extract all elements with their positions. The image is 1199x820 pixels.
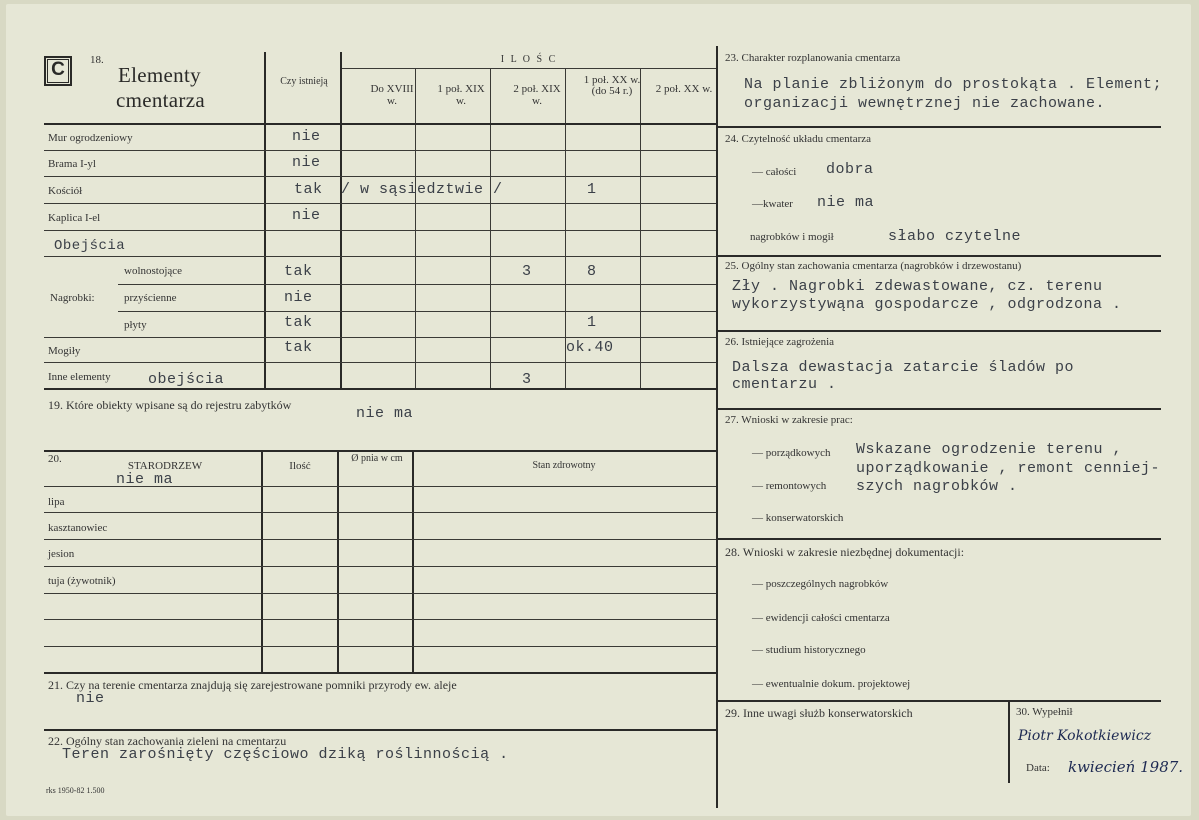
grid-line <box>44 230 716 231</box>
chapel-exists: nie <box>292 207 321 224</box>
grid-line <box>44 123 716 125</box>
q20-col-count: Ilość <box>289 460 311 472</box>
grid-line <box>44 486 716 487</box>
grid-line <box>640 69 641 388</box>
grid-line <box>44 672 716 674</box>
grid-line <box>490 69 491 388</box>
q28-item-design: — ewentualnie dokum. projektowej <box>752 678 911 690</box>
q27-line2: uporządkowanie , remont cenniej- <box>856 460 1161 477</box>
q19-answer: nie ma <box>356 405 414 422</box>
section-letter: C <box>51 59 65 80</box>
q26-line2: cmentarzu . <box>732 376 837 393</box>
grid-line <box>718 408 1161 410</box>
q20-col-health: Stan zdrowotny <box>532 460 596 471</box>
q30-date-label: Data: <box>1026 762 1050 774</box>
row-label-mounds: Mogiły <box>48 345 81 357</box>
grid-line <box>718 255 1161 257</box>
q26-label: 26. Istniejące zagrożenia <box>725 336 835 348</box>
col-exists-header: Czy istnieją <box>280 76 328 87</box>
q28-item-graves: — poszczególnych nagrobków <box>752 578 889 590</box>
other-2pol-xix: 3 <box>522 371 532 388</box>
q19-label: 19. Które obiekty wpisane są do rejestru zabytków <box>48 398 292 412</box>
grid-line <box>44 729 716 731</box>
q27-conservation-label: — konserwatorskich <box>752 512 844 524</box>
tree-row-thuja: tuja (żywotnik) <box>48 575 116 587</box>
q22-answer: Teren zarośnięty częściowo dziką roślinnością . <box>62 746 509 763</box>
period-header-2: 1 poł. XIX w. <box>437 83 485 107</box>
q30-name: Piotr Kokotkiewicz <box>1018 728 1152 744</box>
q24-graves-label: nagrobków i mogił <box>750 231 834 243</box>
period-header-4: 1 poł. XX w. (do 54 r.) <box>583 74 641 97</box>
q25-label: 25. Ogólny stan zachowania cmentarza (nagrobków i drzewostanu) <box>725 260 1022 272</box>
row-label-church: Kościół <box>48 185 83 197</box>
grid-line <box>415 69 416 388</box>
q24-whole-label: — całości <box>752 166 797 178</box>
church-count: 1 <box>587 181 597 198</box>
row-label-graves: Nagrobki: <box>50 292 95 304</box>
q24-quarters-label: —kwater <box>752 198 793 210</box>
divider-vertical-main <box>716 46 718 808</box>
q30-date: kwiecień 1987. <box>1068 758 1184 776</box>
grid-line <box>44 646 716 647</box>
q23-line1: Na planie zbliżonym do prostokąta . Element; <box>744 76 1163 93</box>
wall-mounted-exists: nie <box>284 289 313 306</box>
grid-line <box>44 512 716 513</box>
grid-line <box>44 450 716 452</box>
quantity-header: I L O Ś C <box>500 54 558 65</box>
row-label-obejscia: Obejścia <box>54 238 126 254</box>
grid-line <box>718 330 1161 332</box>
q28-label: 28. Wnioski w zakresie niezbędnej dokumentacji: <box>725 545 965 559</box>
grid-line <box>44 566 716 567</box>
row-label-wall-mounted: przyścienne <box>124 292 177 304</box>
tree-row-ash: jesion <box>48 548 75 560</box>
q25-line1: Zły . Nagrobki zdewastowane, cz. terenu <box>732 278 1103 295</box>
q22-label: 22. Ogólny stan zachowania zieleni na cmentarzu <box>48 734 287 748</box>
other-value: obejścia <box>148 371 225 388</box>
q25-line2: wykorzystywąna gospodarcze , odgrodzona . <box>732 296 1122 313</box>
row-label-wall: Mur ogrodzeniowy <box>48 132 133 144</box>
q28-item-records: — ewidencji całości cmentarza <box>752 612 890 624</box>
slabs-exists: tak <box>284 314 313 331</box>
row-label-slabs: płyty <box>124 319 147 331</box>
period-header-3: 2 poł. XIX w. <box>513 83 561 107</box>
q27-label: 27. Wnioski w zakresie prac: <box>725 414 853 426</box>
q20-col-diameter: Ø pnia w cm <box>351 453 403 464</box>
grid-line <box>44 203 716 204</box>
grid-line <box>44 337 716 338</box>
grid-line <box>718 700 1161 702</box>
wall-exists: nie <box>292 128 321 145</box>
q30-label: 30. Wypełnił <box>1016 706 1073 718</box>
grid-line <box>118 284 716 285</box>
q26-line1: Dalsza dewastacja zatarcie śladów po <box>732 359 1075 376</box>
q29-label: 29. Inne uwagi służb konserwatorskich <box>725 706 913 720</box>
grid-line <box>718 538 1161 540</box>
grid-line <box>44 256 716 257</box>
q20-title: STARODRZEW <box>127 460 203 472</box>
row-label-freestanding: wolnostojące <box>124 265 183 277</box>
row-label-other: Inne elementy <box>48 371 111 383</box>
grid-line <box>44 150 716 151</box>
period-header-5: 2 poł. XX w. <box>655 83 713 95</box>
grid-line <box>44 539 716 540</box>
q28-item-history: — studium historycznego <box>752 644 866 656</box>
q23-label: 23. Charakter rozplanowania cmentarza <box>725 52 901 64</box>
church-note: / w sąsiedztwie / <box>341 181 503 198</box>
q23-line2: organizacji wewnętrznej nie zachowane. <box>744 95 1106 112</box>
q24-label: 24. Czytelność układu cmentarza <box>725 133 872 145</box>
q21-answer: nie <box>76 690 105 707</box>
grid-line <box>1008 701 1010 783</box>
grid-line <box>118 311 716 312</box>
q27-order-label: — porządkowych <box>752 447 831 459</box>
grid-line <box>44 593 716 594</box>
grid-line <box>44 619 716 620</box>
q21-label: 21. Czy na terenie cmentarza znajdują się zarejestrowane pomniki przyrody ew. aleje <box>48 678 457 692</box>
freestanding-2pol-xix: 3 <box>522 263 532 280</box>
title-cmentarza: cmentarza <box>116 88 205 112</box>
mounds-exists: tak <box>284 339 313 356</box>
grid-line <box>44 362 716 363</box>
section-number: 18. <box>90 54 104 66</box>
form-footer: rks 1950-82 1.500 <box>46 786 105 795</box>
tree-row-chestnut: kasztanowiec <box>48 522 108 534</box>
slabs-1pol-xx: 1 <box>587 314 597 331</box>
grid-line <box>342 68 716 69</box>
freestanding-1pol-xx: 8 <box>587 263 597 280</box>
freestanding-exists: tak <box>284 263 313 280</box>
q27-line3: szych nagrobków . <box>856 478 1018 495</box>
gate-exists: nie <box>292 154 321 171</box>
tree-row-linden: lipa <box>48 496 65 508</box>
grid-line <box>261 450 263 672</box>
q20-number: 20. <box>48 453 62 465</box>
row-label-gate: Brama I-yl <box>48 158 96 170</box>
grid-line <box>337 450 339 672</box>
q24-whole-value: dobra <box>826 161 874 178</box>
period-header-1: Do XVIII w. <box>370 83 414 107</box>
q27-renovation-label: — remontowych <box>752 480 827 492</box>
q24-quarters-value: nie ma <box>817 194 875 211</box>
title-elementy: Elementy <box>118 63 201 87</box>
row-label-chapel: Kaplica I-el <box>48 212 101 224</box>
church-exists: tak <box>294 181 323 198</box>
grid-line <box>44 388 716 390</box>
mounds-1pol-xx: ok.40 <box>566 339 614 356</box>
grid-line <box>718 126 1161 128</box>
grid-line <box>412 450 414 672</box>
q24-graves-value: słabo czytelne <box>888 228 1022 245</box>
q20-answer: nie ma <box>116 471 174 488</box>
q27-line1: Wskazane ogrodzenie terenu , <box>856 441 1123 458</box>
grid-line <box>44 176 716 177</box>
